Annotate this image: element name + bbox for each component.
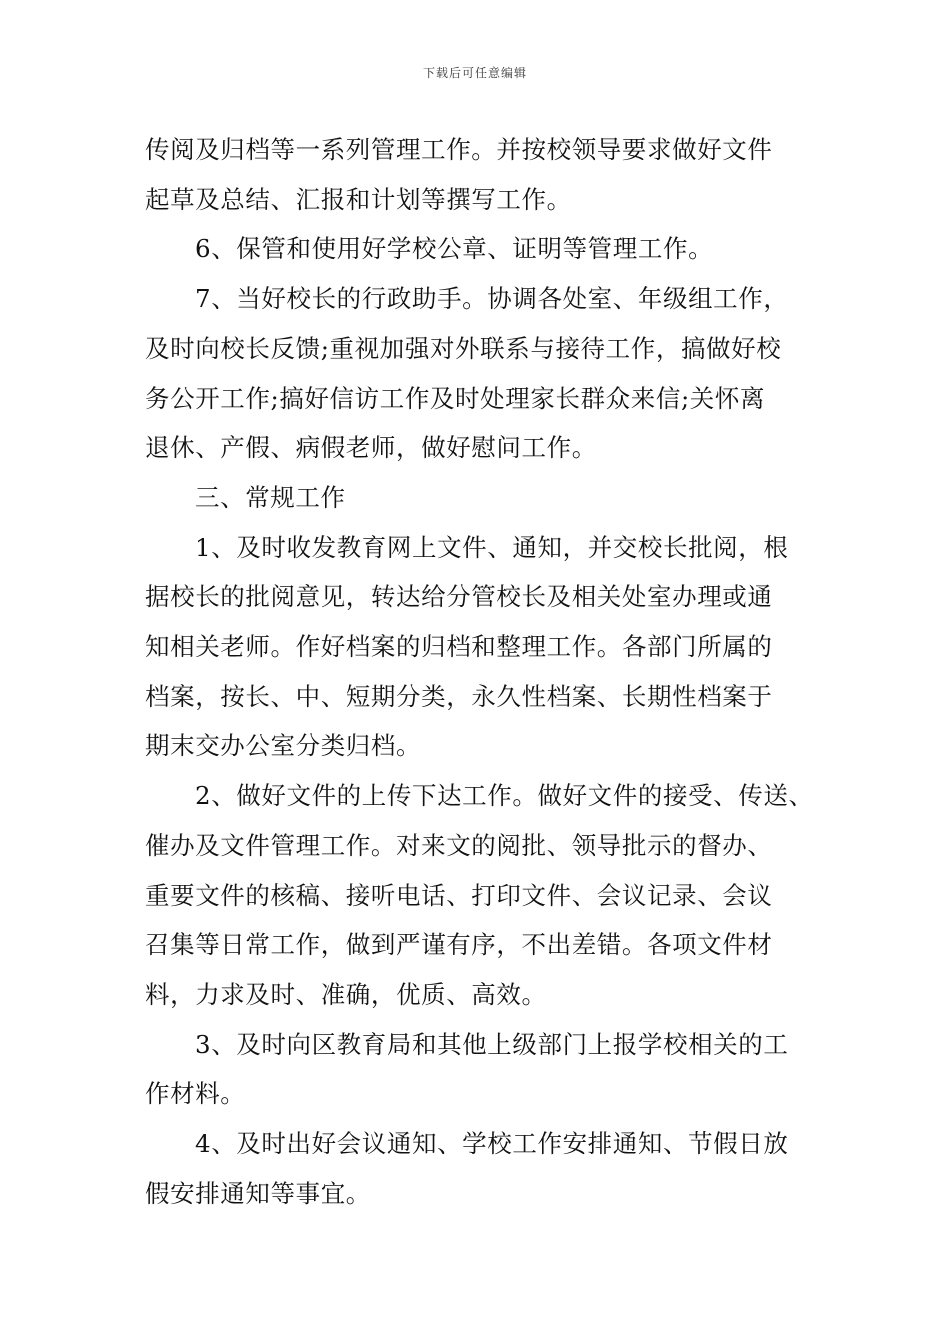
text-line: 作材料。	[145, 1079, 246, 1109]
text-line: 假安排通知等事宜。	[145, 1178, 371, 1208]
section-heading: 三、常规工作	[195, 482, 346, 512]
text-line: 重要文件的核稿、接听电话、打印文件、会议记录、会议	[145, 880, 773, 910]
text-line: 催办及文件管理工作。对来文的阅批、领导批示的督办、	[145, 830, 773, 860]
text-line: 4、及时出好会议通知、学校工作安排通知、节假日放	[195, 1129, 789, 1159]
text-line: 起草及总结、汇报和计划等撰写工作。	[145, 184, 572, 214]
text-line: 2、做好文件的上传下达工作。做好文件的接受、传送、	[195, 781, 814, 811]
text-line: 据校长的批阅意见，转达给分管校长及相关处室办理或通	[145, 582, 773, 612]
text-line: 3、及时向区教育局和其他上级部门上报学校相关的工	[195, 1029, 789, 1059]
text-line: 7、当好校长的行政助手。协调各处室、年级组工作，	[195, 284, 789, 314]
text-line: 6、保管和使用好学校公章、证明等管理工作。	[195, 234, 714, 264]
text-line: 知相关老师。作好档案的归档和整理工作。各部门所属的	[145, 632, 773, 662]
document-body	[145, 125, 814, 1218]
text-line: 召集等日常工作，做到严谨有序，不出差错。各项文件材	[145, 930, 773, 960]
text-line: 退休、产假、病假老师，做好慰问工作。	[145, 433, 597, 463]
page-header-note: 下载后可任意编辑	[422, 66, 527, 80]
text-line: 期末交办公室分类归档。	[145, 731, 422, 761]
text-line: 及时向校长反馈;重视加强对外联系与接待工作，搞做好校	[145, 333, 782, 363]
text-line: 档案，按长、中、短期分类，永久性档案、长期性档案于	[145, 681, 773, 711]
text-line: 务公开工作;搞好信访工作及时处理家长群众来信;关怀离	[145, 383, 766, 413]
text-line: 料，力求及时、准确，优质、高效。	[145, 979, 547, 1009]
text-line: 传阅及归档等一系列管理工作。并按校领导要求做好文件	[145, 135, 773, 164]
text-line: 1、及时收发教育网上文件、通知，并交校长批阅，根	[195, 532, 789, 562]
